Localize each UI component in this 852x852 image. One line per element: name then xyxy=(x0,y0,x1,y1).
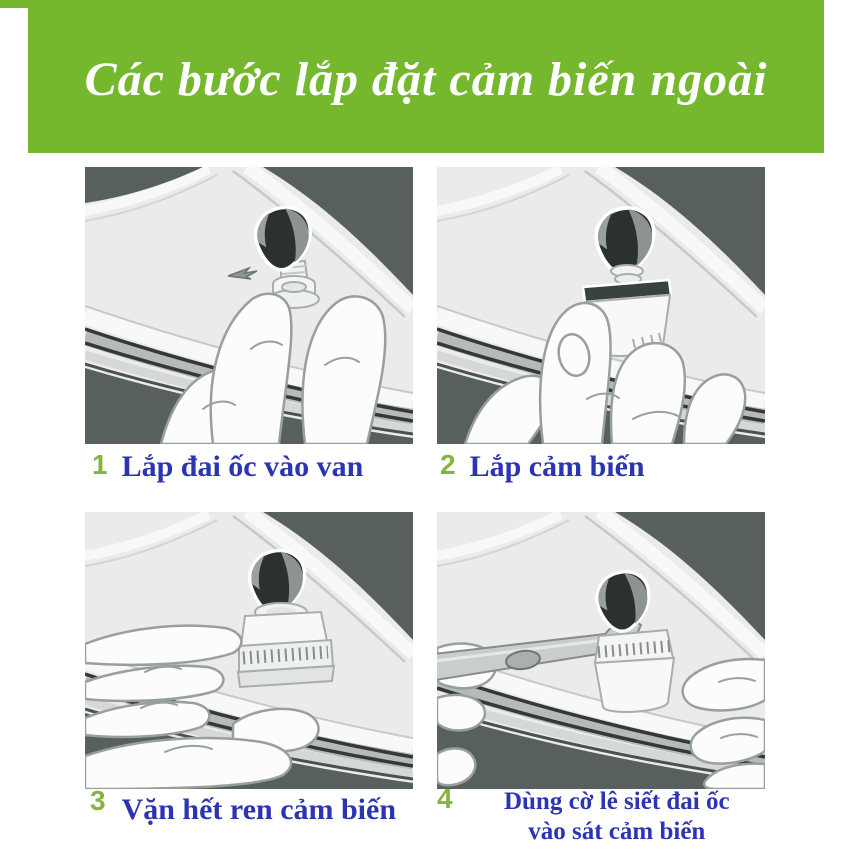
valve-stem xyxy=(611,265,643,284)
step4-panel xyxy=(437,512,765,789)
step1-number: 1 xyxy=(92,449,108,480)
step1-panel xyxy=(85,167,413,444)
step4-illustration xyxy=(437,512,765,789)
step2-label: Lắp cảm biến xyxy=(469,450,645,483)
step2-number: 2 xyxy=(440,449,456,480)
step2-illustration xyxy=(437,167,765,444)
page-title: Các bước lắp đặt cảm biến ngoài xyxy=(84,53,768,106)
sensor-body xyxy=(238,603,334,687)
step3-illustration xyxy=(85,512,413,789)
step4-caption xyxy=(437,784,767,846)
step3-number: 3 xyxy=(90,785,106,816)
step4-number: 4 xyxy=(437,783,453,814)
step3-caption xyxy=(90,786,396,826)
title-banner xyxy=(28,0,824,153)
step3-label: Vặn hết ren cảm biến xyxy=(121,793,397,826)
step1-illustration xyxy=(85,167,413,444)
step1-caption xyxy=(92,450,363,483)
step3-panel xyxy=(85,512,413,789)
step2-panel xyxy=(437,167,765,444)
step2-caption xyxy=(440,450,645,483)
step1-label: Lắp đai ốc vào van xyxy=(121,450,364,483)
sensor-body xyxy=(595,630,674,712)
step4-label: Dùng cờ lê siết đai ốc vào sát cảm biến xyxy=(503,788,730,845)
banner-corner-chip xyxy=(0,0,28,8)
